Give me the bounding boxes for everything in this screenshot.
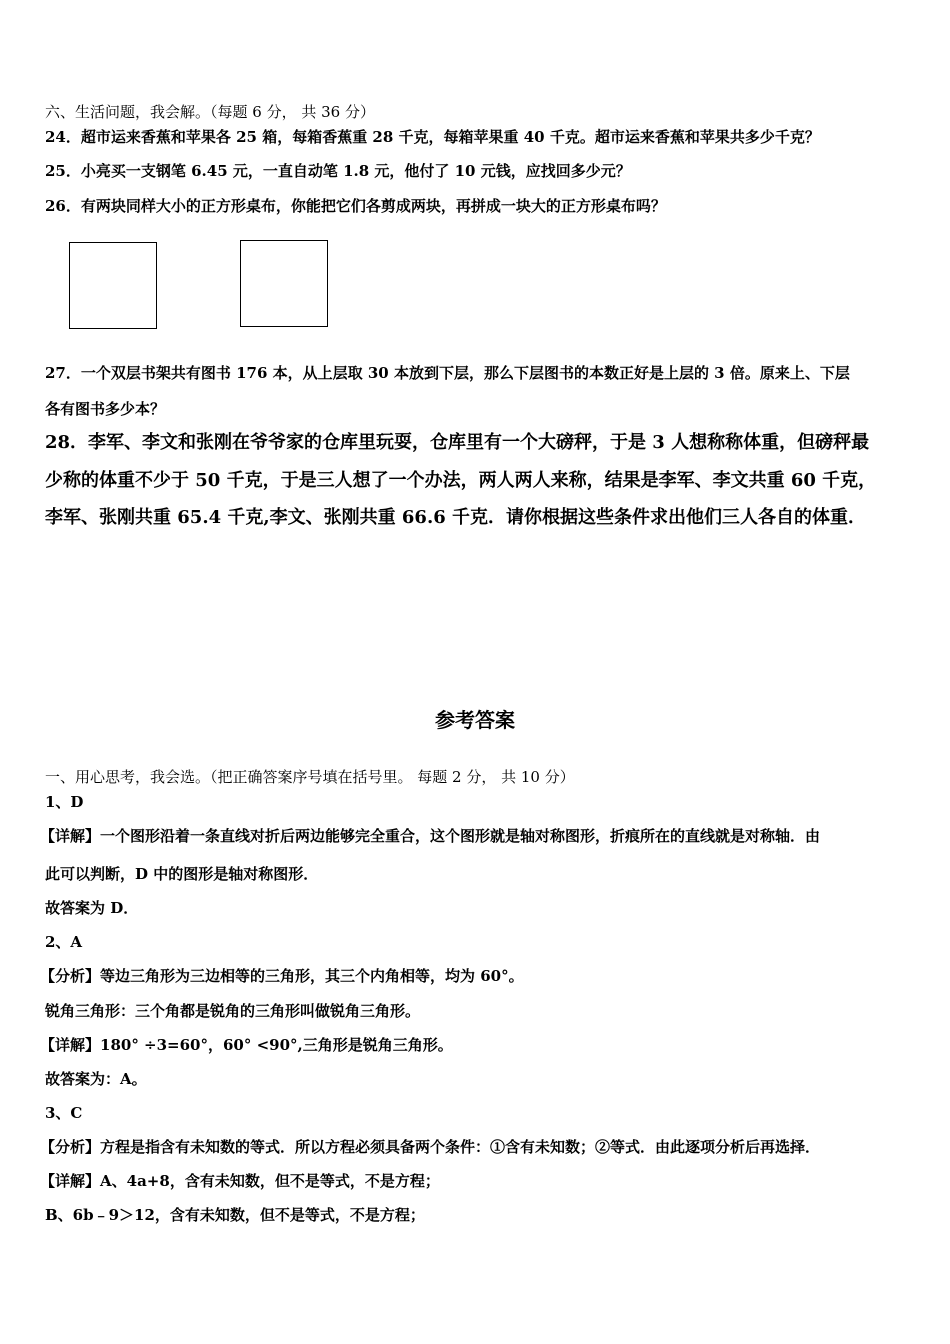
answer-3-analysis-text: 方程是指含有未知数的等式．所以方程必须具备两个条件：①含有未知数；②等式．由此逐项分析后再选择．	[100, 1138, 821, 1156]
section-6-header: 六、生活问题，我会解。（每题 6 分， 共 36 分）	[45, 103, 375, 121]
answer-2-conclusion: 故答案为：A。	[45, 1070, 147, 1088]
question-24: 24．超市运来香蕉和苹果各 25 箱，每箱香蕉重 28 千克，每箱苹果重 40 千克。超市运来香蕉和苹果共多少千克？	[45, 128, 820, 146]
square-tablecloth-1	[69, 242, 157, 329]
answer-2-number: 2、A	[45, 933, 83, 951]
question-28-line-2: 少称的体重不少于 50 千克，于是三人想了一个办法，两人两人来称，结果是李军、李文共重 60 千克，	[45, 470, 877, 491]
answer-2-detail	[40, 1035, 453, 1055]
answer-2-analysis-line-2: 锐角三角形：三个角都是锐角的三角形叫做锐角三角形。	[45, 1002, 421, 1020]
answer-1-detail-line-1	[40, 826, 820, 846]
question-25: 25．小亮买一支钢笔 6.45 元，一直自动笔 1.8 元，他付了 10 元钱，应找回多少元？	[45, 162, 631, 180]
square-tablecloth-2	[240, 240, 328, 327]
answer-1-detail-text: 一个图形沿着一条直线对折后两边能够完全重合，这个图形就是轴对称图形，折痕所在的直线就是对称轴．由	[100, 827, 821, 845]
question-26: 26．有两块同样大小的正方形桌布，你能把它们各剪成两块，再拼成一块大的正方形桌布吗？	[45, 197, 666, 215]
answers-title: 参考答案	[435, 708, 515, 732]
answer-3-detail-b: B、6b﹣9＞12，含有未知数，但不是等式，不是方程；	[45, 1206, 425, 1224]
question-27-line-2: 各有图书多少本？	[45, 400, 166, 418]
analysis-tag: 【分析】	[40, 1138, 101, 1156]
question-28-line-1: 28．李军、李文和张刚在爷爷家的仓库里玩耍，仓库里有一个大磅秤，于是 3 人想称称体重，但磅秤最	[45, 432, 870, 453]
answer-3-detail-a-text: A、4a+8，含有未知数，但不是等式，不是方程；	[100, 1172, 440, 1190]
answer-3-analysis	[40, 1137, 820, 1157]
answer-2-analysis	[40, 966, 524, 986]
detail-tag: 【详解】	[40, 1036, 101, 1054]
question-28-line-3: 李军、张刚共重 65.4 千克,李文、张刚共重 66.6 千克．请你根据这些条件求出他们三人各自的体重．	[45, 507, 867, 528]
answer-3-number: 3、C	[45, 1104, 83, 1122]
answer-1-number: 1、D	[45, 793, 84, 811]
analysis-tag: 【分析】	[40, 967, 101, 985]
answer-2-analysis-text: 等边三角形为三边相等的三角形，其三个内角相等，均为 60°。	[100, 967, 524, 985]
answer-1-detail-line-2: 此可以判断，D 中的图形是轴对称图形．	[45, 865, 319, 883]
detail-tag: 【详解】	[40, 827, 101, 845]
detail-tag: 【详解】	[40, 1172, 101, 1190]
answer-3-detail-a	[40, 1171, 440, 1191]
answers-section-1-header: 一、用心思考，我会选。（把正确答案序号填在括号里。 每题 2 分， 共 10 分）	[45, 768, 575, 786]
answer-1-conclusion: 故答案为 D．	[45, 899, 139, 917]
answer-2-detail-text: 180° ÷3=60°，60° <90°,三角形是锐角三角形。	[100, 1036, 453, 1054]
question-27-line-1: 27．一个双层书架共有图书 176 本，从上层取 30 本放到下层，那么下层图书的本数正好是上层的 3 倍。原来上、下层	[45, 364, 850, 382]
